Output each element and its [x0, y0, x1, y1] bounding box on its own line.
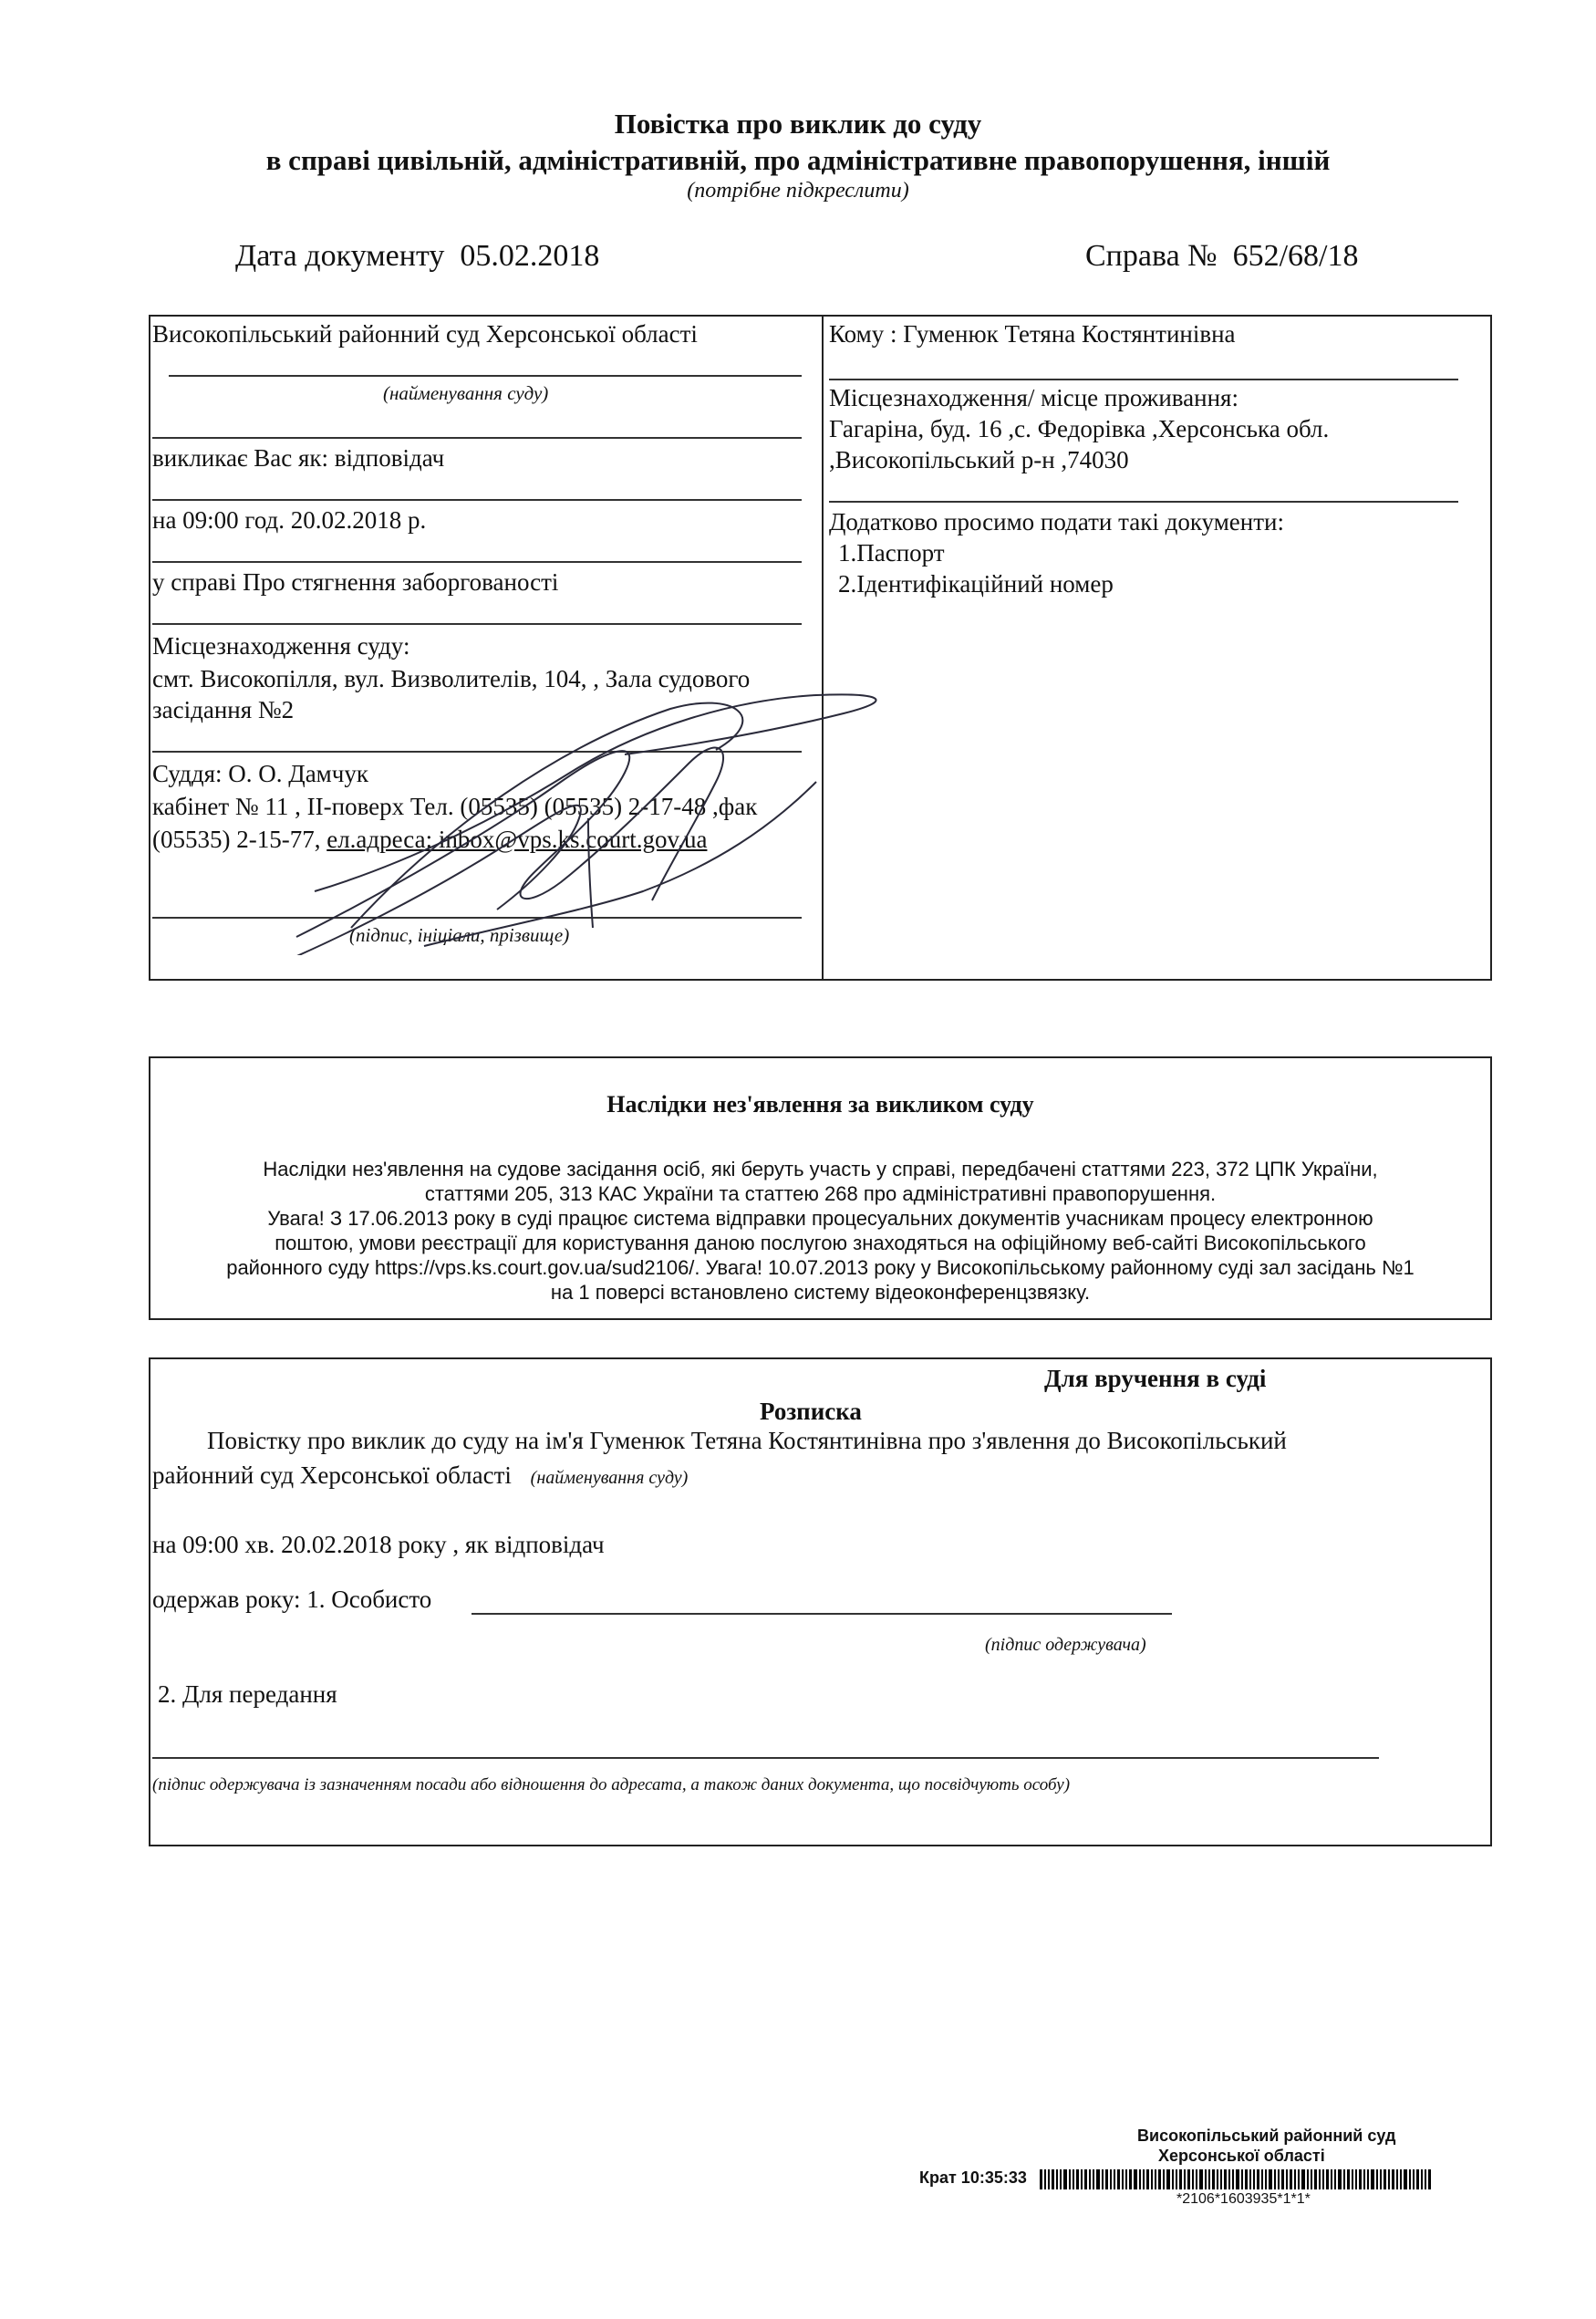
- barcode-bar: [1205, 2169, 1207, 2189]
- divider: [829, 379, 1458, 380]
- barcode-bar: [1261, 2169, 1263, 2189]
- barcode-bar: [1245, 2169, 1248, 2189]
- barcode-bar: [1326, 2169, 1329, 2189]
- barcode-bar: [1384, 2169, 1386, 2189]
- judge-name: Суддя: О. О. Дамчук: [152, 760, 368, 787]
- document-item: 1.Паспорт: [838, 539, 945, 567]
- hearing-time: на 09:00 год. 20.02.2018 р.: [152, 506, 427, 534]
- consequences-notice-box: [149, 1056, 1492, 1320]
- barcode-bar: [1196, 2169, 1197, 2189]
- barcode-bar: [1265, 2169, 1267, 2189]
- barcode-bar: [1352, 2169, 1353, 2189]
- barcode-bar: [1063, 2169, 1067, 2189]
- barcode-bar: [1343, 2169, 1345, 2189]
- summons-box: [149, 315, 1492, 981]
- notice-line: на 1 поверсі встановлено систему відеоконференцзвязку.: [550, 1281, 1091, 1304]
- barcode-bar: [1122, 2169, 1124, 2189]
- barcode: [1040, 2169, 1433, 2189]
- barcode-bar: [1314, 2169, 1317, 2189]
- divider: [152, 561, 802, 563]
- barcode-bar: [1388, 2169, 1390, 2189]
- divider: [152, 623, 802, 625]
- barcode-bar: [1155, 2169, 1156, 2189]
- barcode-bar: [1048, 2169, 1050, 2189]
- receipt-box: [149, 1357, 1492, 1846]
- receipt-court-caption: (найменування суду): [530, 1468, 689, 1488]
- date-value: 05.02.2018: [460, 239, 600, 273]
- barcode-bar: [1199, 2169, 1203, 2189]
- barcode-bar: [1110, 2169, 1112, 2189]
- for-court-label: Для вручення в суді: [1044, 1365, 1267, 1392]
- barcode-bar: [1421, 2169, 1423, 2189]
- barcode-bar: [1404, 2169, 1407, 2189]
- transfer-label: 2. Для передання: [158, 1680, 337, 1708]
- barcode-bar: [1228, 2169, 1230, 2189]
- recipient-signature-line[interactable]: [472, 1613, 1172, 1615]
- barcode-bar: [1400, 2169, 1402, 2189]
- barcode-bar: [1363, 2169, 1365, 2189]
- barcode-bar: [1060, 2169, 1062, 2189]
- divider: [829, 501, 1458, 503]
- receipt-line1: Повістку про виклик до суду на ім'я Гуменюк Тетяна Костянтинівна про з'явлення до Високопільський: [207, 1427, 1287, 1454]
- barcode-bar: [1143, 2169, 1145, 2189]
- barcode-bar: [1331, 2169, 1332, 2189]
- case-value: 652/68/18: [1232, 239, 1359, 273]
- signature-caption: (підпис, ініціали, прізвище): [349, 924, 570, 946]
- notice-line: Увага! З 17.06.2013 року в суді працює система відправки процесуальних документів учасникам процесу електронною: [267, 1207, 1373, 1230]
- barcode-bar: [1192, 2169, 1194, 2189]
- barcode-bar: [1151, 2169, 1153, 2189]
- barcode-bar: [1376, 2169, 1378, 2189]
- barcode-bar: [1125, 2169, 1127, 2189]
- court-location-line1: смт. Високопілля, вул. Визволителів, 104, , Зала судового: [152, 665, 751, 692]
- barcode-bar: [1166, 2169, 1170, 2189]
- barcode-bar: [1392, 2169, 1394, 2189]
- barcode-bar: [1281, 2169, 1284, 2189]
- barcode-bar: [1334, 2169, 1336, 2189]
- barcode-bar: [1179, 2169, 1182, 2189]
- barcode-bar: [1220, 2169, 1222, 2189]
- barcode-bar: [1073, 2169, 1074, 2189]
- barcode-bar: [1129, 2169, 1132, 2189]
- barcode-bar: [1338, 2169, 1342, 2189]
- barcode-bar: [1380, 2169, 1382, 2189]
- barcode-bar: [1176, 2169, 1177, 2189]
- notice-line: районного суду https://vps.ks.court.gov.ua/sud2106/. Увага! 10.07.2013 року у Високопільському районному суді зал засідань №1: [226, 1256, 1415, 1279]
- barcode-bar: [1056, 2169, 1058, 2189]
- case-label: Справа №: [1085, 239, 1218, 273]
- barcode-bar: [1269, 2169, 1272, 2189]
- barcode-bar: [1257, 2169, 1259, 2189]
- barcode-bar: [1096, 2169, 1100, 2189]
- barcode-bar: [1081, 2169, 1083, 2189]
- recipient-signature-caption: (підпис одержувача): [985, 1635, 1146, 1655]
- document-subtitle: в справі цивільній, адміністративній, про адміністративне правопорушення, іншій: [265, 144, 1331, 176]
- barcode-bar: [1307, 2169, 1309, 2189]
- barcode-bar: [1105, 2169, 1108, 2189]
- barcode-bar: [1298, 2169, 1300, 2189]
- notice-line: статтями 205, 313 КАС України та статтею 268 про адміністративні правопорушення.: [424, 1182, 1217, 1205]
- court-name: Високопільський районний суд Херсонської області: [152, 320, 698, 348]
- barcode-bar: [1301, 2169, 1305, 2189]
- stamp-court-name: Високопільський районний суд: [1137, 2127, 1396, 2145]
- judge-contacts: кабінет № 11 , II-поверх Тел. (05535) (05535) 2-17-48 ,фак: [152, 793, 758, 820]
- barcode-bar: [1093, 2169, 1094, 2189]
- barcode-bar: [1163, 2169, 1165, 2189]
- subtitle-note: (потрібне підкреслити): [687, 179, 909, 203]
- court-location-line2: засідання №2: [152, 696, 295, 723]
- divider: [152, 499, 802, 501]
- barcode-bar: [1044, 2169, 1046, 2189]
- barcode-bar: [1413, 2169, 1415, 2189]
- received-personally: одержав року: 1. Особисто: [152, 1586, 432, 1613]
- barcode-bar: [1278, 2169, 1280, 2189]
- barcode-bar: [1139, 2169, 1141, 2189]
- barcode-bar: [1117, 2169, 1120, 2189]
- court-location-label: Місцезнаходження суду:: [152, 632, 410, 660]
- transfer-caption: (підпис одержувача із зазначенням посади або відношення до адресата, а також даних документа, що посвідчують особу): [152, 1775, 1071, 1794]
- barcode-bar: [1286, 2169, 1288, 2189]
- barcode-bar: [1355, 2169, 1357, 2189]
- judge-signature: [260, 663, 953, 955]
- divider: [169, 375, 802, 377]
- barcode-bar: [1290, 2169, 1292, 2189]
- barcode-code: *2106*1603935*1*1*: [1176, 2191, 1311, 2207]
- barcode-bar: [1076, 2169, 1079, 2189]
- notice-title: Наслідки нез'явлення за викликом суду: [606, 1091, 1034, 1118]
- case-number: [1085, 239, 1359, 274]
- document-title: Повістка про виклик до суду: [614, 108, 982, 140]
- barcode-bar: [1416, 2169, 1419, 2189]
- barcode-bar: [1172, 2169, 1174, 2189]
- barcode-bar: [1217, 2169, 1218, 2189]
- document-item: 2.Ідентифікаційний номер: [838, 570, 1114, 598]
- barcode-bar: [1428, 2169, 1431, 2189]
- barcode-bar: [1208, 2169, 1210, 2189]
- barcode-bar: [1319, 2169, 1321, 2189]
- residence-label: Місцезнаходження/ місце проживання:: [829, 384, 1238, 411]
- barcode-bar: [1294, 2169, 1296, 2189]
- barcode-bar: [1396, 2169, 1398, 2189]
- stamp-time: Крат 10:35:33: [919, 2168, 1027, 2187]
- barcode-bar: [1249, 2169, 1251, 2189]
- barcode-bar: [1158, 2169, 1161, 2189]
- barcode-bar: [1347, 2169, 1350, 2189]
- barcode-bar: [1236, 2169, 1239, 2189]
- transfer-signature-line[interactable]: [152, 1757, 1379, 1759]
- barcode-bar: [1322, 2169, 1324, 2189]
- barcode-bar: [1241, 2169, 1243, 2189]
- case-subject: у справі Про стягнення заборгованості: [152, 568, 559, 596]
- notice-line: Наслідки нез'явлення на судове засідання осіб, які беруть участь у справі, передбачені статтями 223, 372 ЦПК України,: [263, 1158, 1378, 1180]
- barcode-bar: [1409, 2169, 1411, 2189]
- barcode-bar: [1084, 2169, 1087, 2189]
- receipt-time: на 09:00 хв. 20.02.2018 року , як відповідач: [152, 1531, 605, 1558]
- residence-line2: ,Високопільський р-н ,74030: [829, 446, 1129, 473]
- receipt-court-name: районний суд Херсонської області: [152, 1461, 512, 1489]
- barcode-bar: [1253, 2169, 1255, 2189]
- barcode-bar: [1040, 2169, 1042, 2189]
- court-name-caption: (найменування суду): [383, 382, 549, 404]
- barcode-bar: [1311, 2169, 1312, 2189]
- divider: [152, 437, 802, 439]
- barcode-bar: [1184, 2169, 1186, 2189]
- barcode-bar: [1367, 2169, 1369, 2189]
- document-date: [235, 239, 599, 274]
- documents-label: Додатково просимо подати такі документи:: [829, 508, 1284, 536]
- receipt-line2: [152, 1461, 688, 1490]
- barcode-bar: [1224, 2169, 1227, 2189]
- barcode-bar: [1232, 2169, 1234, 2189]
- receipt-title: Розписка: [760, 1398, 862, 1425]
- barcode-bar: [1359, 2169, 1362, 2189]
- barcode-bar: [1187, 2169, 1190, 2189]
- barcode-bar: [1069, 2169, 1071, 2189]
- notice-line: поштою, умови реєстрації для користування даною послугою знаходяться на офіційному веб-сайті Високопільського: [275, 1232, 1366, 1254]
- barcode-bar: [1274, 2169, 1276, 2189]
- residence-line1: Гагаріна, буд. 16 ,с. Федорівка ,Херсонська обл.: [829, 415, 1330, 442]
- summons-role: викликає Вас як: відповідач: [152, 444, 445, 472]
- barcode-bar: [1114, 2169, 1115, 2189]
- barcode-bar: [1371, 2169, 1374, 2189]
- barcode-bar: [1425, 2169, 1426, 2189]
- date-label: Дата документу: [235, 239, 445, 273]
- recipient-name: Кому : Гуменюк Тетяна Костянтинівна: [829, 320, 1236, 348]
- court-email[interactable]: ел.адреса: inbox@vps.ks.court.gov.ua: [326, 826, 708, 853]
- barcode-bar: [1212, 2169, 1215, 2189]
- fax-number: (05535) 2-15-77,: [152, 826, 327, 853]
- barcode-bar: [1146, 2169, 1149, 2189]
- barcode-bar: [1052, 2169, 1054, 2189]
- stamp-region: Херсонської області: [1158, 2147, 1325, 2165]
- barcode-bar: [1089, 2169, 1091, 2189]
- barcode-bar: [1102, 2169, 1104, 2189]
- barcode-bar: [1134, 2169, 1137, 2189]
